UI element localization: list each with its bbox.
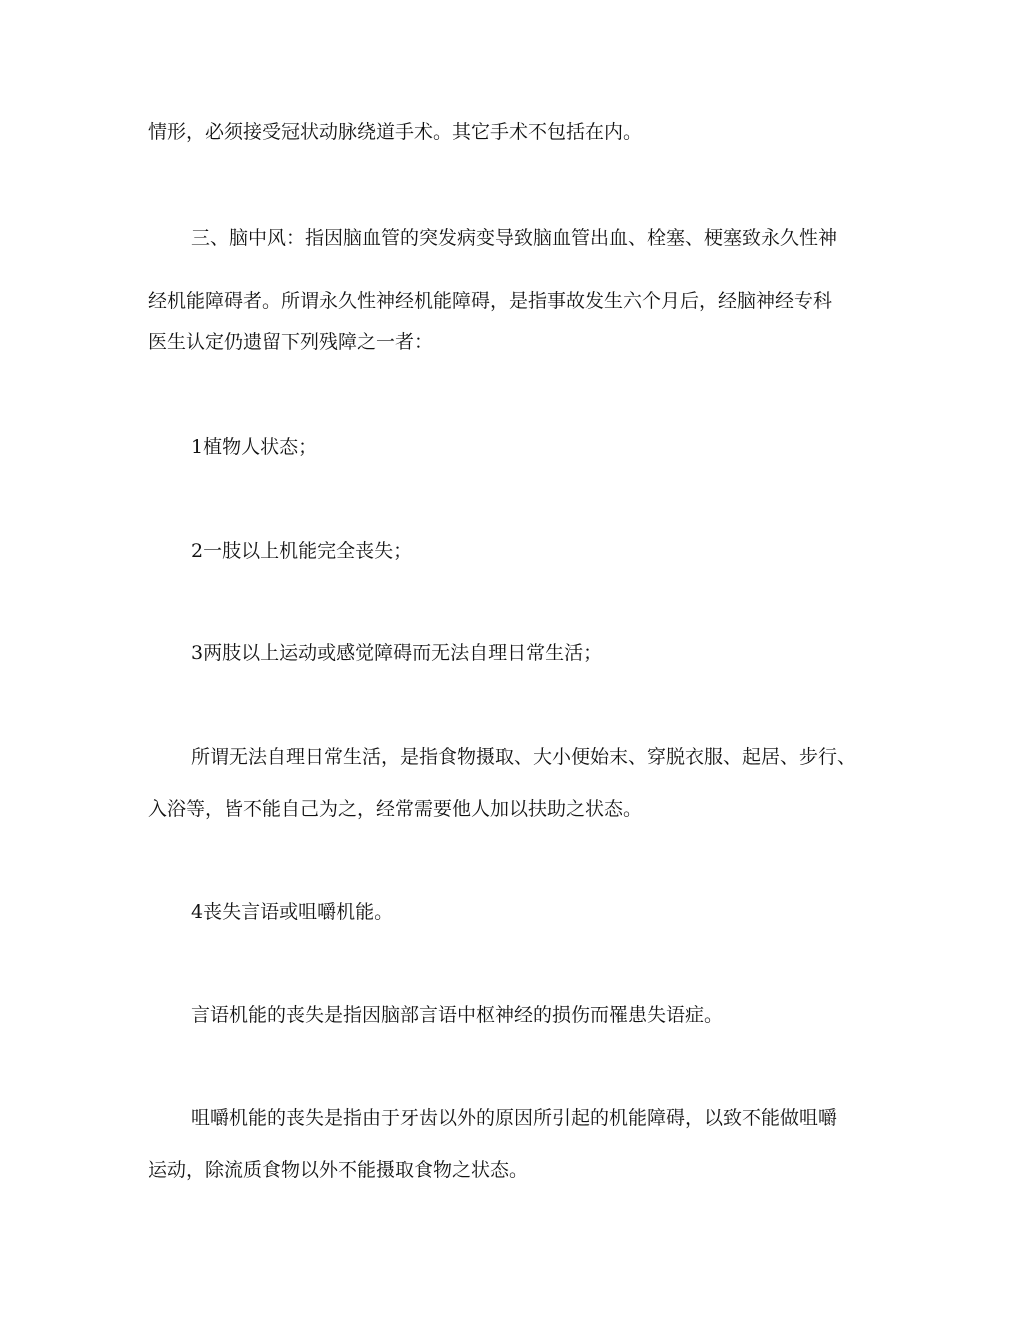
paragraph-line: 运动，除流质食物以外不能摄取食物之状态。 [148,1159,529,1181]
paragraph-line: 医生认定仍遗留下列残障之一者： [148,331,434,353]
paragraph-line: 言语机能的丧失是指因脑部言语中枢神经的损伤而罹患失语症。 [191,1004,724,1026]
paragraph-line: 咀嚼机能的丧失是指由于牙齿以外的原因所引起的机能障碍，以致不能做咀嚼 [191,1107,838,1129]
list-item: 2一肢以上机能完全丧失； [191,540,413,562]
paragraph-line: 所谓无法自理日常生活，是指食物摄取、大小便始末、穿脱衣服、起居、步行、 [191,746,857,768]
paragraph-line: 情形，必须接受冠状动脉绕道手术。其它手术不包括在内。 [148,121,643,143]
list-item: 3两肢以上运动或感觉障碍而无法自理日常生活； [191,642,603,664]
paragraph-line: 经机能障碍者。所谓永久性神经机能障碍，是指事故发生六个月后，经脑神经专科 [148,290,833,312]
paragraph-line: 三、脑中风：指因脑血管的突发病变导致脑血管出血、栓塞、梗塞致永久性神 [191,227,838,249]
paragraph-line: 入浴等，皆不能自己为之，经常需要他人加以扶助之状态。 [148,798,643,820]
list-item: 4丧失言语或咀嚼机能。 [191,901,394,923]
list-item: 1植物人状态； [191,436,318,458]
